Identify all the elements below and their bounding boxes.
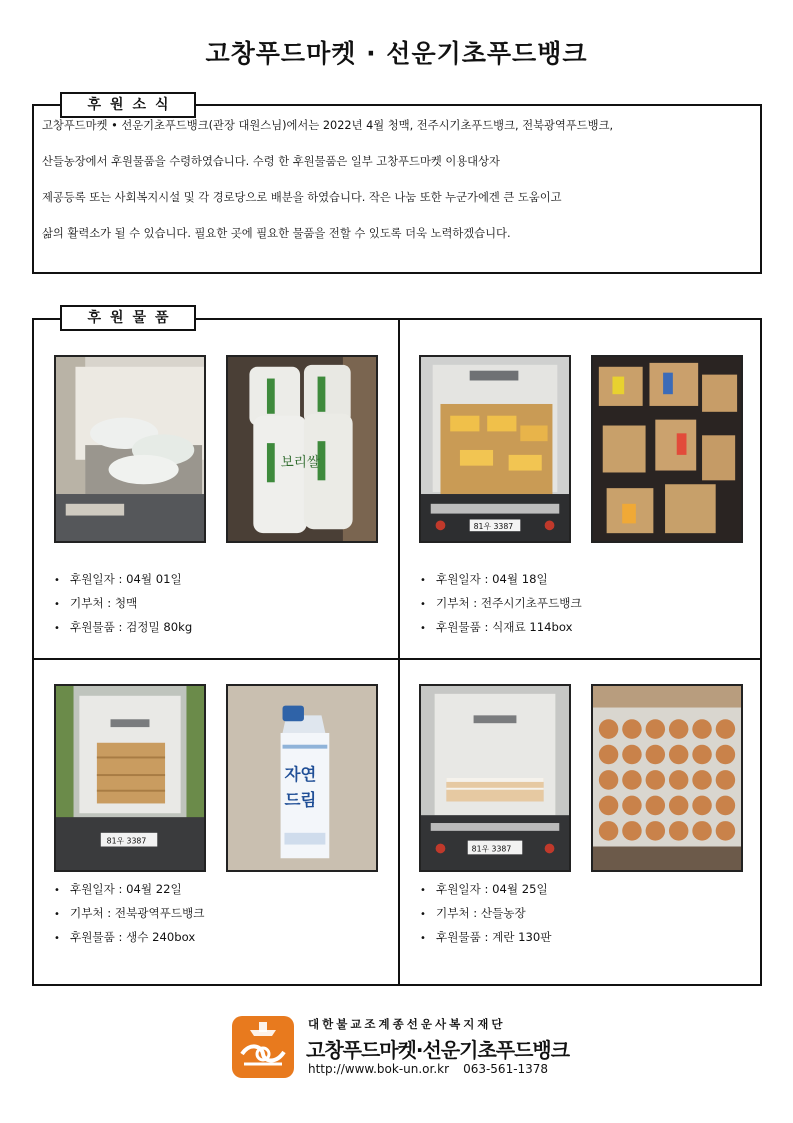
donated-goods: • 후원물품 : 식재료 114box: [420, 616, 582, 640]
item-info-4: [420, 878, 552, 950]
footer-name: 고창푸드마켓·선운기초푸드뱅크: [306, 1038, 570, 1062]
notice-line: 산들농장에서 후원물품을 수령하였습니다. 수령 한 후원물품은 일부 고창푸드마켓 이용대상자: [42, 155, 500, 168]
notice-body: [42, 118, 754, 262]
item-info-2: [420, 568, 582, 640]
donor: • 기부처 : 산들농장: [420, 902, 552, 926]
notice-section: [32, 104, 762, 274]
egg-trays-photo: [591, 684, 743, 872]
sack-label: 보리쌀: [280, 454, 321, 471]
items-section: [32, 318, 762, 986]
plate-text: 81우 3387: [473, 522, 514, 532]
water-brand-1: 자연: [284, 764, 317, 784]
water-brand-2: 드림: [284, 790, 317, 810]
item-info-1: [54, 568, 192, 640]
donated-goods: • 후원물품 : 검정밀 80kg: [54, 616, 192, 640]
footer: [232, 1012, 572, 1082]
truck-water-photo: [54, 684, 206, 872]
notice-line: 삶의 활력소가 될 수 있습니다. 필요한 곳에 필요한 물품을 전할 수 있도록 더욱 노력하겠습니다.: [42, 227, 511, 240]
donation-date: • 후원일자 : 04월 01일: [54, 568, 192, 592]
page-title: 고창푸드마켓 · 선운기초푸드뱅크: [205, 39, 588, 68]
donor: • 기부처 : 전주시기초푸드뱅크: [420, 592, 582, 616]
item-info-3: [54, 878, 204, 950]
item-cell-1: [34, 320, 398, 658]
rice-sacks-photo: [226, 355, 378, 543]
notice-heading: 후원소식: [60, 92, 196, 118]
item-cell-3: [34, 660, 398, 998]
truck-eggs-photo: [419, 684, 571, 872]
item-cell-2: [400, 320, 764, 658]
notice-line: 고창푸드마켓 • 선운기초푸드뱅크(관장 대원스님)에서는 2022년 4월 청맥, 전주시기초푸드뱅크, 전북광역푸드뱅크,: [42, 119, 614, 132]
footer-org: 대한불교조계종선운사복지재단: [308, 1017, 506, 1031]
notice-line: 제공등록 또는 사회복지시설 및 각 경로당으로 배분을 하였습니다. 작은 나눔 또한 누군가에겐 큰 도움이고: [42, 191, 562, 204]
water-carton-photo: [226, 684, 378, 872]
items-heading: 후원물품: [60, 305, 196, 331]
donation-date: • 후원일자 : 04월 18일: [420, 568, 582, 592]
footer-url[interactable]: http://www.bok-un.or.kr: [308, 1062, 450, 1076]
truck-sacks-photo: [54, 355, 206, 543]
donated-goods: • 후원물품 : 생수 240box: [54, 926, 204, 950]
donor: • 기부처 : 전북광역푸드뱅크: [54, 902, 204, 926]
donor: • 기부처 : 청맥: [54, 592, 192, 616]
foundation-logo: [232, 1016, 294, 1078]
plate-text: 81우 3387: [471, 844, 512, 854]
item-cell-4: [400, 660, 764, 998]
donation-date: • 후원일자 : 04월 22일: [54, 878, 204, 902]
donation-date: • 후원일자 : 04월 25일: [420, 878, 552, 902]
plate-text: 81우 3387: [106, 836, 147, 846]
open-boxes-photo: [591, 355, 743, 543]
truck-boxes-photo: [419, 355, 571, 543]
footer-contact: [308, 1062, 548, 1076]
footer-phone: 063-561-1378: [463, 1062, 549, 1076]
donated-goods: • 후원물품 : 계란 130판: [420, 926, 552, 950]
